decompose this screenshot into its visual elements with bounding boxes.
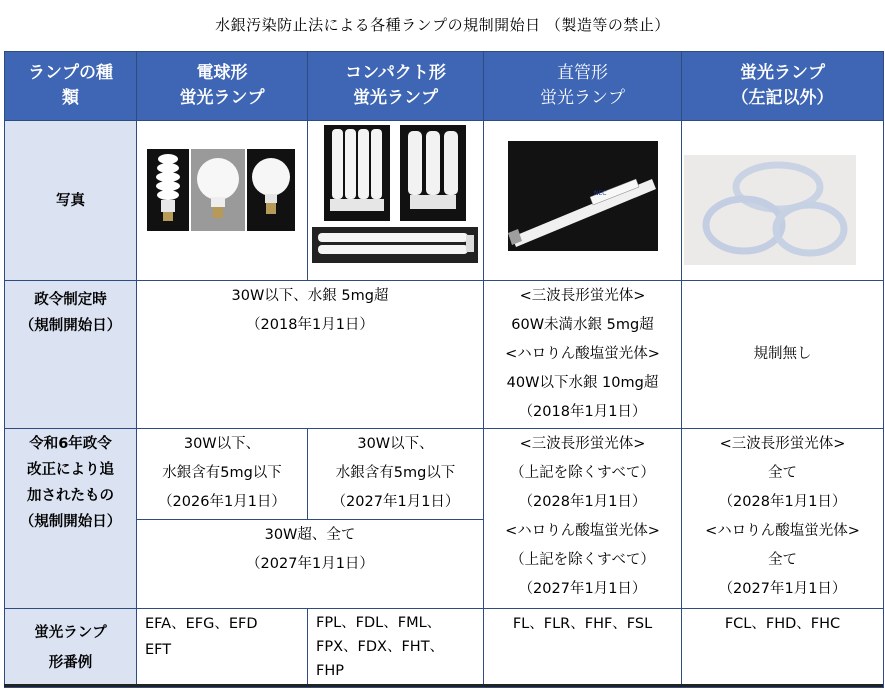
- straight-tube-lamp-icon: [508, 141, 658, 251]
- initial-regulation-row: [5, 281, 884, 429]
- model-compact-cell: FPL、FDL、FML、 FPX、FDX、FHT、 FHP: [308, 609, 484, 688]
- a-shape-bulb-icon: [191, 149, 245, 231]
- bulb-photos: [137, 121, 307, 269]
- amended-compact-cell: 30W以下、 水銀含有5mg以下 （2027年1月1日）: [308, 429, 484, 520]
- circular-lamp-photo: [682, 121, 883, 269]
- photo-other: [682, 121, 884, 281]
- amended-straight-cell: <三波長形蛍光体> （上記を除くすべて） （2028年1月1日） <ハロりん酸塩蛍光体> （上記を除くすべて） （2027年1月1日）: [484, 429, 682, 609]
- model-other-cell: FCL、FHD、FHC: [682, 609, 884, 688]
- page-title: 水銀汚染防止法による各種ランプの規制開始日 （製造等の禁止）: [215, 16, 670, 34]
- compact-lamp-icon: [324, 125, 390, 221]
- spiral-bulb-icon: [147, 149, 189, 231]
- header-compact-type: コンパクト形 蛍光ランプ: [308, 52, 484, 121]
- compact-photos: [308, 121, 483, 269]
- model-bulb-cell: EFA、EFG、EFD EFT: [137, 609, 308, 688]
- model-number-label: 蛍光ランプ 形番例: [5, 609, 137, 688]
- header-row: [5, 52, 884, 121]
- initial-straight-cell: <三波長形蛍光体> 60W未満水銀 5mg超 <ハロりん酸塩蛍光体> 40W以下水銀 10mg超 （2018年1月1日）: [484, 281, 682, 429]
- globe-bulb-icon: [247, 149, 295, 231]
- photo-bulb: [137, 121, 308, 281]
- twin-tube-lamp-icon: [400, 125, 466, 221]
- photo-label: 写真: [5, 121, 137, 281]
- tube-brand-label: NEC: [594, 190, 607, 197]
- photo-straight-tube: [484, 121, 682, 281]
- circular-lamp-icon: [684, 155, 856, 265]
- regulation-table: [4, 51, 884, 688]
- straight-tube-photo: [484, 121, 681, 269]
- header-other: 蛍光ランプ （左記以外）: [682, 52, 884, 121]
- header-straight-tube: 直管形 蛍光ランプ: [484, 52, 682, 121]
- initial-regulation-label: 政令制定時 （規制開始日）: [5, 281, 137, 429]
- header-lamp-type: ランプの種 類: [5, 52, 137, 121]
- initial-bulb-compact-cell: 30W以下、水銀 5mg超 （2018年1月1日）: [137, 281, 484, 429]
- amended-regulation-label: 令和6年政令 改正により追 加されたもの （規制開始日）: [5, 429, 137, 609]
- photo-row: [5, 121, 884, 281]
- amended-over30w-cell: 30W超、全て （2027年1月1日）: [137, 520, 484, 609]
- amended-other-cell: <三波長形蛍光体> 全て （2028年1月1日） <ハロりん酸塩蛍光体> 全て （2027年1月1日）: [682, 429, 884, 609]
- model-number-row: [5, 609, 884, 688]
- amended-regulation-row: [5, 429, 884, 520]
- bottom-rule: [4, 684, 883, 687]
- header-bulb-type: 電球形 蛍光ランプ: [137, 52, 308, 121]
- model-straight-cell: FL、FLR、FHF、FSL: [484, 609, 682, 688]
- long-twin-tube-icon: [312, 227, 478, 263]
- initial-other-cell: 規制無し: [682, 281, 884, 429]
- amended-bulb-cell: 30W以下、 水銀含有5mg以下 （2026年1月1日）: [137, 429, 308, 520]
- photo-compact: [308, 121, 484, 281]
